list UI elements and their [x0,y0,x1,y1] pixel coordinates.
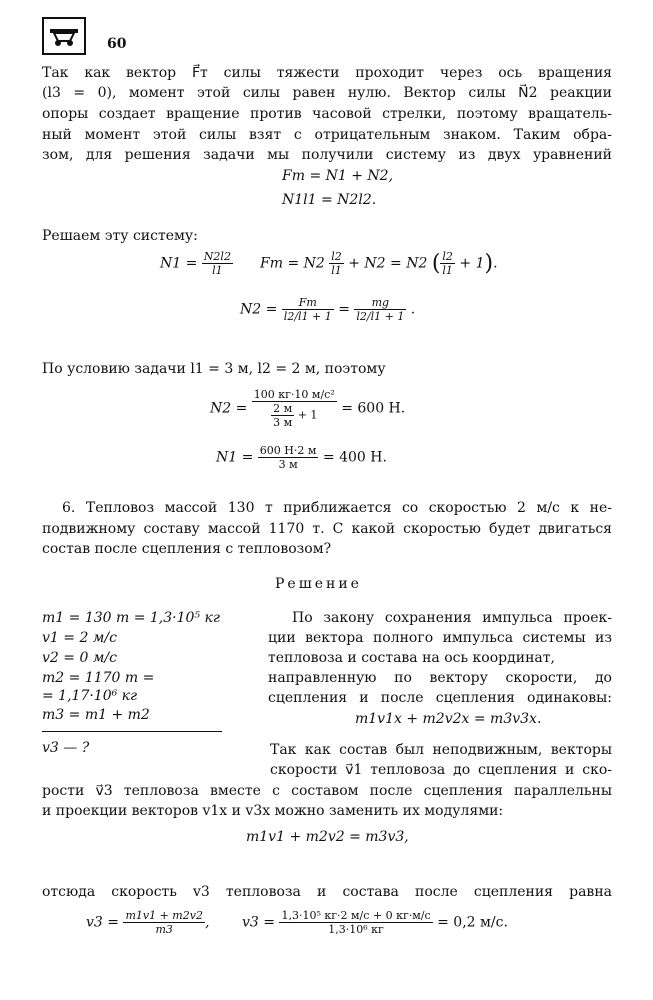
solution-heading: Решение [275,576,362,592]
modulus-equation: m1v1 + m2v2 = m3v3, [246,829,409,845]
final-den-2: 1,3·10⁶ кг [328,923,384,936]
final-lhs-2: v3 = [242,914,275,931]
calc-n2-den-frac [271,402,294,429]
calc-n1 [216,444,387,471]
paragraph-line: Так как вектор F⃗т силы тяжести проходит через ось вращения [42,65,612,81]
given-divider [42,731,222,732]
n2-den-2: l2/l1 + 1 [356,310,405,323]
momentum-equation: m1v1x + m2v2x = m3v3x. [355,711,542,727]
calc-n2 [210,388,405,429]
calc-n2-result: = 600 Н. [341,400,406,417]
solution-line: скорости v⃗1 тепловоза до сцепления и ско- [270,762,612,778]
solve-intro: Решаем эту систему: [42,228,198,244]
n1-den: l1 [212,264,223,277]
train-car-icon [42,17,86,55]
n2-lhs: N2 = [240,301,278,318]
given-item: v2 = 0 м/с [42,650,117,666]
ratio-den: l1 [331,264,342,277]
n2-expression: N2 = $\frac{Fт}{l2/l1 + 1}$ = $\frac{mg}{l2/l1 + 1}$ . [240,296,416,323]
ratio-den-2: l1 [442,264,453,277]
n2-fraction-1 [282,296,334,323]
unknown-item: v3 — ? [42,740,90,756]
n1-num: N2l2 [203,250,231,263]
n2-num-2: mg [354,296,406,310]
equation-system-1: Fт = N1 + N2, [282,168,394,184]
calc-n2-den-tail: + 1 [297,408,318,422]
given-item: m2 = 1170 т = [42,670,155,686]
final-result: = 0,2 м/с. [437,914,508,931]
calc-n2-den-b: 3 м [273,416,293,429]
final-calculation [242,909,508,936]
calc-n2-lhs: N2 = [210,400,248,417]
paragraph-line: ный момент этой силы взят с отрицательным знаком. Таким обра- [42,127,612,143]
given-item: m1 = 130 т = 1,3·10⁵ кг [42,610,220,626]
n1-fraction [202,250,233,277]
solution-line: и проекции векторов v1x и v3x можно заменить их модулями: [42,803,504,819]
calc-n1-lhs: N1 = [216,449,254,466]
final-num-2: 1,3·10⁵ кг·2 м/с + 0 кг·м/с [281,909,431,922]
paragraph-line: (l3 = 0), момент этой силы равен нулю. Вектор силы N⃗2 реакции [42,85,612,101]
ft-lhs: Fт = N2 [260,255,325,272]
final-den-1: m3 [155,923,173,936]
solution-line: тепловоза и состава на ось координат, [268,650,555,666]
n2-fraction-2 [354,296,406,323]
final-sep: , [204,914,210,931]
given-item: m3 = m1 + m2 [42,707,150,723]
n2-den-1: l2/l1 + 1 [283,310,332,323]
calc-n2-den-a: 2 м [273,402,293,415]
n2-tail: . [410,301,416,318]
paragraph-line: зом, для решения задачи мы получили систему из двух уравнений [42,147,612,163]
condition-line: По условию задачи l1 = 3 м, l2 = 2 м, поэтому [42,361,386,377]
n1-lhs: N1 = [160,255,198,272]
solution-line: По закону сохранения импульса проек- [292,610,612,626]
n2-num-1: Fт [282,296,334,310]
problem-line: подвижному составу массой 1170 т. С какой скоростью будет двигаться [42,521,612,537]
ft-mid: + N2 = N2 [348,255,428,272]
paragraph-line: опоры создает вращение против часовой стрелки, поэтому вращатель- [42,106,612,122]
problem-line: состав после сцепления с тепловозом? [42,541,332,557]
train-car-drawing [44,19,84,53]
ratio-num-2: l2 [442,250,453,263]
solution-line: сцепления и после сцепления одинаковы: [268,690,612,706]
calc-n1-num: 600 Н·2 м [259,444,317,457]
ft-tail: + 1 [459,255,485,272]
calc-n2-num: 100 кг·10 м/с² [253,388,335,401]
final-num-1: m1v1 + m2v2 [125,909,203,922]
final-fraction-1 [123,909,205,936]
calc-n2-fraction [252,388,337,429]
final-formula [86,909,209,936]
n1-expression [160,250,233,277]
problem-line: 6. Тепловоз массой 130 т приближается со скоростью 2 м/с к не- [62,500,612,516]
solution-line: ции вектора полного импульса системы из [268,630,612,646]
page-number: 60 [107,36,127,52]
equation-system-2: N1l1 = N2l2. [282,192,377,208]
ratio-fraction [329,250,344,277]
final-lhs-1: v3 = [86,914,119,931]
solution-line: Так как состав был неподвижным, векторы [270,742,612,758]
solution-line: направленную по вектору скорости, до [268,670,612,686]
calc-n1-den: 3 м [278,458,298,471]
calc-n1-result: = 400 Н. [322,449,387,466]
given-item: = 1,17·10⁶ кг [42,688,138,704]
ratio-num: l2 [331,250,342,263]
calc-n1-fraction [258,444,319,471]
final-intro: отсюда скорость v3 тепловоза и состава после сцепления равна [42,884,612,900]
solution-line: рости v⃗3 тепловоза вместе с составом после сцепления параллельны [42,783,612,799]
ratio-fraction-2 [440,250,455,277]
given-item: v1 = 2 м/с [42,630,117,646]
ft-expression: Fт = N2 $\frac{l2}{l1}$ + N2 = N2 ( $\frac{l2}{l1}$ + 1). [260,250,498,277]
final-fraction-2 [279,909,432,936]
